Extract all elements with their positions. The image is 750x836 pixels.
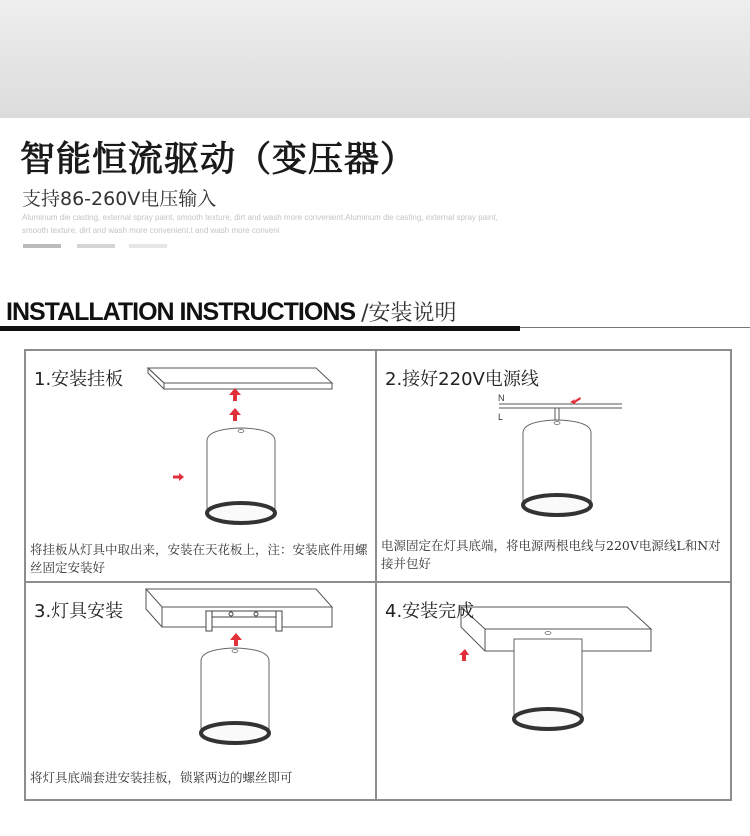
up-arrow-icon (229, 388, 241, 421)
step-1-description: 将挂板从灯具中取出来，安装在天花板上，注：安装底件用螺丝固定安装好 (30, 542, 368, 575)
step-4-panel (377, 583, 730, 799)
right-arrow-icon (173, 473, 184, 481)
step-2-description: 电源固定在灯具底端，将电源两根电线与220V电源线L和N对接并包好 (381, 538, 721, 571)
heading-rule-thin (520, 327, 750, 328)
step-3-description: 将灯具底端套进安装挂板，锁紧两边的螺丝即可 (30, 770, 293, 785)
downlight-fixture (201, 648, 269, 743)
downlight-fixture (514, 632, 582, 730)
page-title: 智能恒流驱动（变压器） (20, 140, 417, 180)
installation-heading-cn: /安装说明 (361, 301, 457, 326)
wire-label-l: L (498, 412, 504, 422)
top-banner-band (0, 0, 750, 118)
feature-description: Aluminum die casting, external spray paint, smooth texture, dirt and wash more convenient.Aluminum die casting, external spray paint, smooth texture, dirt and wash more convenient.t and wash more conveni (22, 213, 498, 235)
wire-label-n: N (498, 393, 505, 403)
decor-bar-3 (129, 244, 167, 248)
downlight-fixture (207, 428, 275, 523)
step-2-panel (377, 351, 730, 583)
instruction-grid (24, 349, 732, 801)
step-4-title: 4.安装完成 (385, 601, 475, 622)
installation-heading-en: INSTALLATION INSTRUCTIONS (6, 298, 356, 326)
ceiling-board (146, 589, 332, 627)
step-3-panel (26, 583, 377, 799)
step-1-title: 1.安装挂板 (34, 369, 124, 390)
downlight-fixture (523, 420, 591, 515)
step-3-title: 3.灯具安装 (34, 601, 124, 622)
mounting-plate (148, 368, 332, 389)
page-subtitle: 支持86-260V电压输入 (22, 188, 217, 210)
installation-heading (6, 296, 456, 327)
up-arrow-icon (230, 633, 242, 646)
decor-bar-2 (77, 244, 115, 248)
decor-bar-1 (23, 244, 61, 248)
heading-rule-thick (0, 326, 520, 331)
up-arrow-icon (459, 649, 469, 661)
step-2-title: 2.接好220V电源线 (385, 369, 539, 390)
step-1-panel (26, 351, 377, 583)
